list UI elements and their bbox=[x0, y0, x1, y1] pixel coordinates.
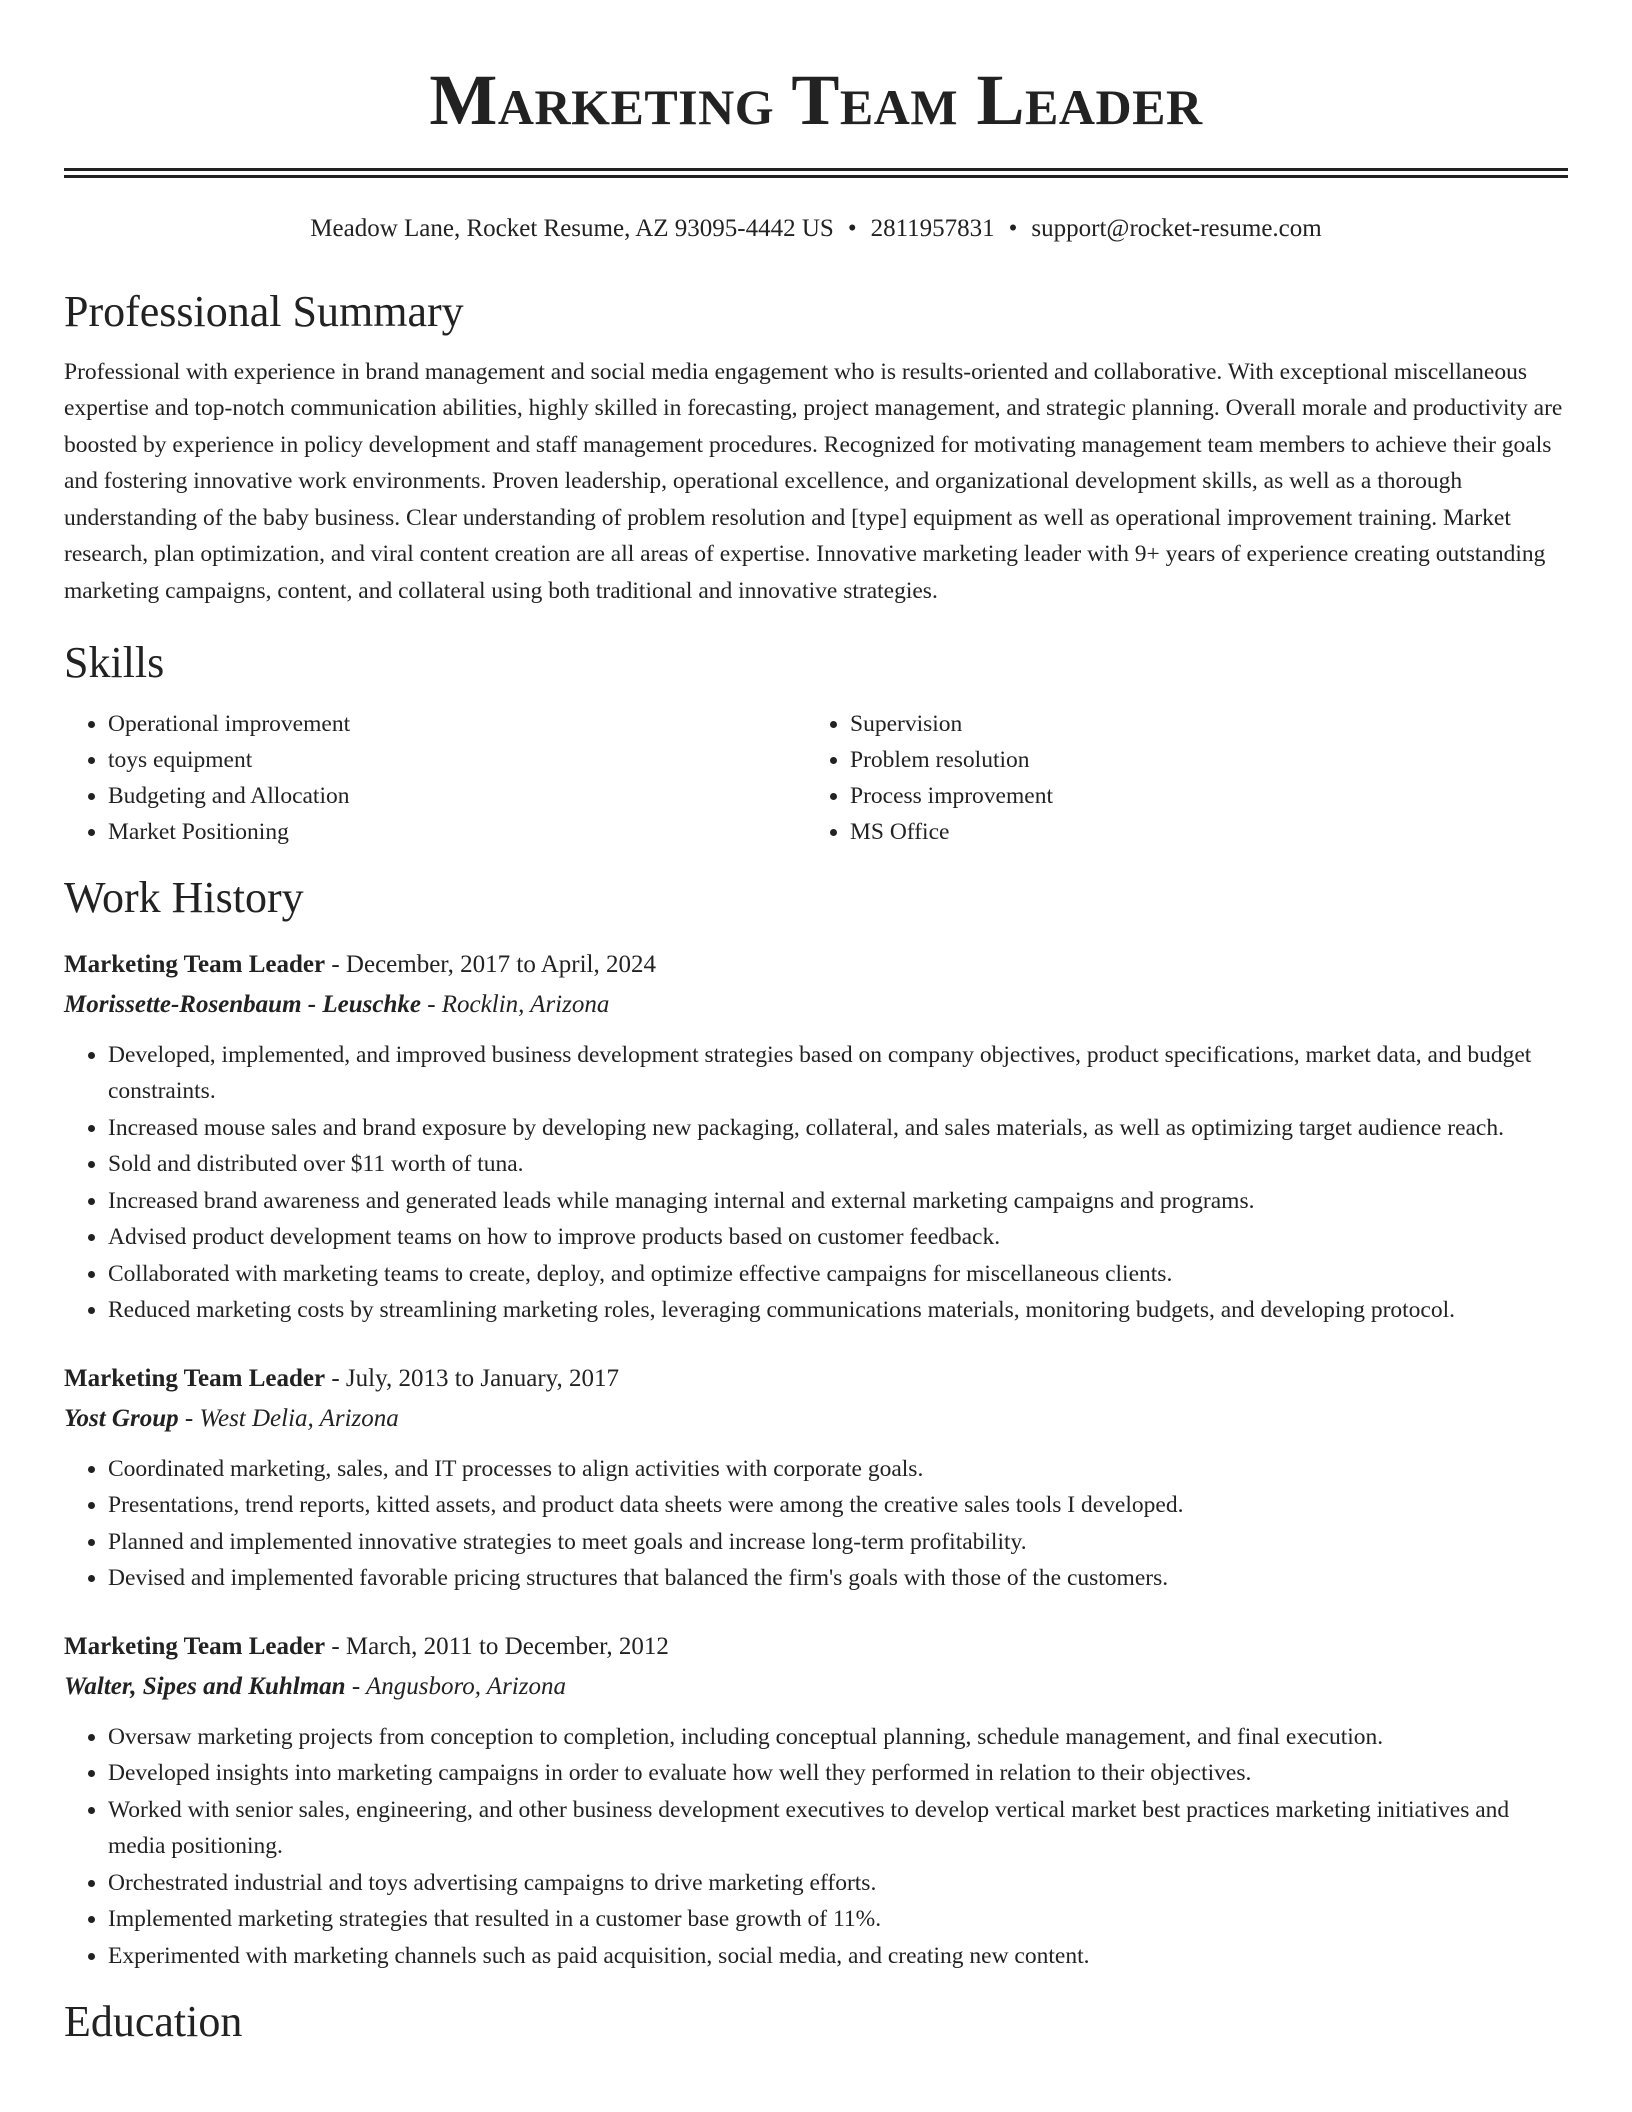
contact-phone: 2811957831 bbox=[870, 215, 995, 242]
skills-column-left bbox=[64, 706, 806, 850]
job-title-line bbox=[64, 1627, 1568, 1667]
job-bullet: • Increased mouse sales and brand exposure by developing new packaging, collateral, and sales materials, as well as optimizing target audience reach. bbox=[108, 1110, 1568, 1147]
skill-item: • Market Positioning bbox=[108, 814, 806, 850]
job-entry bbox=[64, 1359, 1568, 1597]
company-line bbox=[64, 1399, 1568, 1439]
job-entry bbox=[64, 945, 1568, 1329]
job-bullet: • Developed insights into marketing campaigns in order to evaluate how well they performed in relation to their objectives. bbox=[108, 1755, 1568, 1792]
job-bullet: • Coordinated marketing, sales, and IT processes to align activities with corporate goals. bbox=[108, 1451, 1568, 1488]
job-bullets bbox=[64, 1719, 1568, 1975]
skill-item: • Problem resolution bbox=[850, 742, 1568, 778]
job-bullet: • Reduced marketing costs by streamlining marketing roles, leveraging communications materials, monitoring budgets, and developing protocol. bbox=[108, 1292, 1568, 1329]
job-title-line bbox=[64, 945, 1568, 985]
job-title: Marketing Team Leader bbox=[64, 1364, 326, 1392]
company-line bbox=[64, 1667, 1568, 1707]
company-location: - Rocklin, Arizona bbox=[420, 990, 610, 1018]
header-divider bbox=[64, 168, 1568, 178]
job-entry bbox=[64, 1627, 1568, 1975]
job-bullet: • Planned and implemented innovative strategies to meet goals and increase long-term profitability. bbox=[108, 1524, 1568, 1561]
skill-item: • Budgeting and Allocation bbox=[108, 778, 806, 814]
skills-column-right bbox=[806, 706, 1568, 850]
work-history-heading: Work History bbox=[64, 873, 304, 923]
skill-item: • Supervision bbox=[850, 706, 1568, 742]
resume-name-title: Marketing Team Leader bbox=[429, 60, 1203, 140]
job-bullet: • Orchestrated industrial and toys advertising campaigns to drive marketing efforts. bbox=[108, 1865, 1568, 1902]
skill-item: • toys equipment bbox=[108, 742, 806, 778]
company-name: Walter, Sipes and Kuhlman bbox=[64, 1672, 346, 1700]
job-title: Marketing Team Leader bbox=[64, 1632, 326, 1660]
professional-summary-heading: Professional Summary bbox=[64, 287, 464, 336]
job-title-line bbox=[64, 1359, 1568, 1399]
skill-item: • Operational improvement bbox=[108, 706, 806, 742]
company-name: Yost Group bbox=[64, 1404, 179, 1432]
company-location: - West Delia, Arizona bbox=[178, 1404, 399, 1432]
skill-item: • Process improvement bbox=[850, 778, 1568, 814]
job-bullet: • Advised product development teams on how to improve products based on customer feedback. bbox=[108, 1219, 1568, 1256]
contact-line bbox=[64, 214, 1568, 244]
job-bullet: • Sold and distributed over $11 worth of tuna. bbox=[108, 1146, 1568, 1183]
contact-address: Meadow Lane, Rocket Resume, AZ 93095-4442 US bbox=[310, 215, 834, 242]
job-bullet: • Worked with senior sales, engineering, and other business development executives to develop vertical market best practices marketing initiatives and media positioning. bbox=[108, 1792, 1568, 1865]
job-bullet: • Collaborated with marketing teams to create, deploy, and optimize effective campaigns for miscellaneous clients. bbox=[108, 1256, 1568, 1293]
skills-heading: Skills bbox=[64, 638, 165, 688]
job-bullet: • Developed, implemented, and improved business development strategies based on company objectives, product specifications, market data, and budget constraints. bbox=[108, 1037, 1568, 1110]
job-dates: - July, 2013 to January, 2017 bbox=[325, 1364, 620, 1392]
job-bullet: • Implemented marketing strategies that resulted in a customer base growth of 11%. bbox=[108, 1901, 1568, 1938]
job-dates: - December, 2017 to April, 2024 bbox=[325, 950, 656, 978]
professional-summary-text: Professional with experience in brand management and social media engagement who is results-oriented and collaborative. With exceptional miscellaneous expertise and top-notch communication abilities, highly skilled in forecasting, project management, and strategic planning. Overall morale and productivity are boosted by experience in policy development and staff management procedures. Recognized for motivating management team members to achieve their goals and fostering innovative work environments. Proven leadership, operational excellence, and organizational development skills, as well as a thorough understanding of the baby business. Clear understanding of problem resolution and [type] equipment as well as operational improvement training. Market research, plan optimization, and viral content creation are all areas of expertise. Innovative marketing leader with 9+ years of experience creating outstanding marketing campaigns, content, and collateral using both traditional and innovative strategies. bbox=[64, 358, 1563, 604]
contact-separator: • bbox=[1008, 215, 1018, 242]
education-heading: Education bbox=[64, 1997, 243, 2047]
contact-email: support@rocket-resume.com bbox=[1031, 215, 1322, 242]
job-bullets bbox=[64, 1037, 1568, 1329]
job-bullet: • Devised and implemented favorable pricing structures that balanced the firm's goals with those of the customers. bbox=[108, 1560, 1568, 1597]
job-dates: - March, 2011 to December, 2012 bbox=[325, 1632, 669, 1660]
company-line bbox=[64, 985, 1568, 1025]
skills-list bbox=[64, 706, 1568, 850]
company-location: - Angusboro, Arizona bbox=[345, 1672, 566, 1700]
job-bullet: • Experimented with marketing channels such as paid acquisition, social media, and creating new content. bbox=[108, 1938, 1568, 1975]
job-bullet: • Oversaw marketing projects from conception to completion, including conceptual planning, schedule management, and final execution. bbox=[108, 1719, 1568, 1756]
job-bullet: • Increased brand awareness and generated leads while managing internal and external marketing campaigns and programs. bbox=[108, 1183, 1568, 1220]
job-title: Marketing Team Leader bbox=[64, 950, 326, 978]
company-name: Morissette-Rosenbaum - Leuschke bbox=[64, 990, 421, 1018]
skill-item: • MS Office bbox=[850, 814, 1568, 850]
contact-separator: • bbox=[847, 215, 857, 242]
job-bullets bbox=[64, 1451, 1568, 1597]
job-bullet: • Presentations, trend reports, kitted assets, and product data sheets were among the creative sales tools I developed. bbox=[108, 1487, 1568, 1524]
